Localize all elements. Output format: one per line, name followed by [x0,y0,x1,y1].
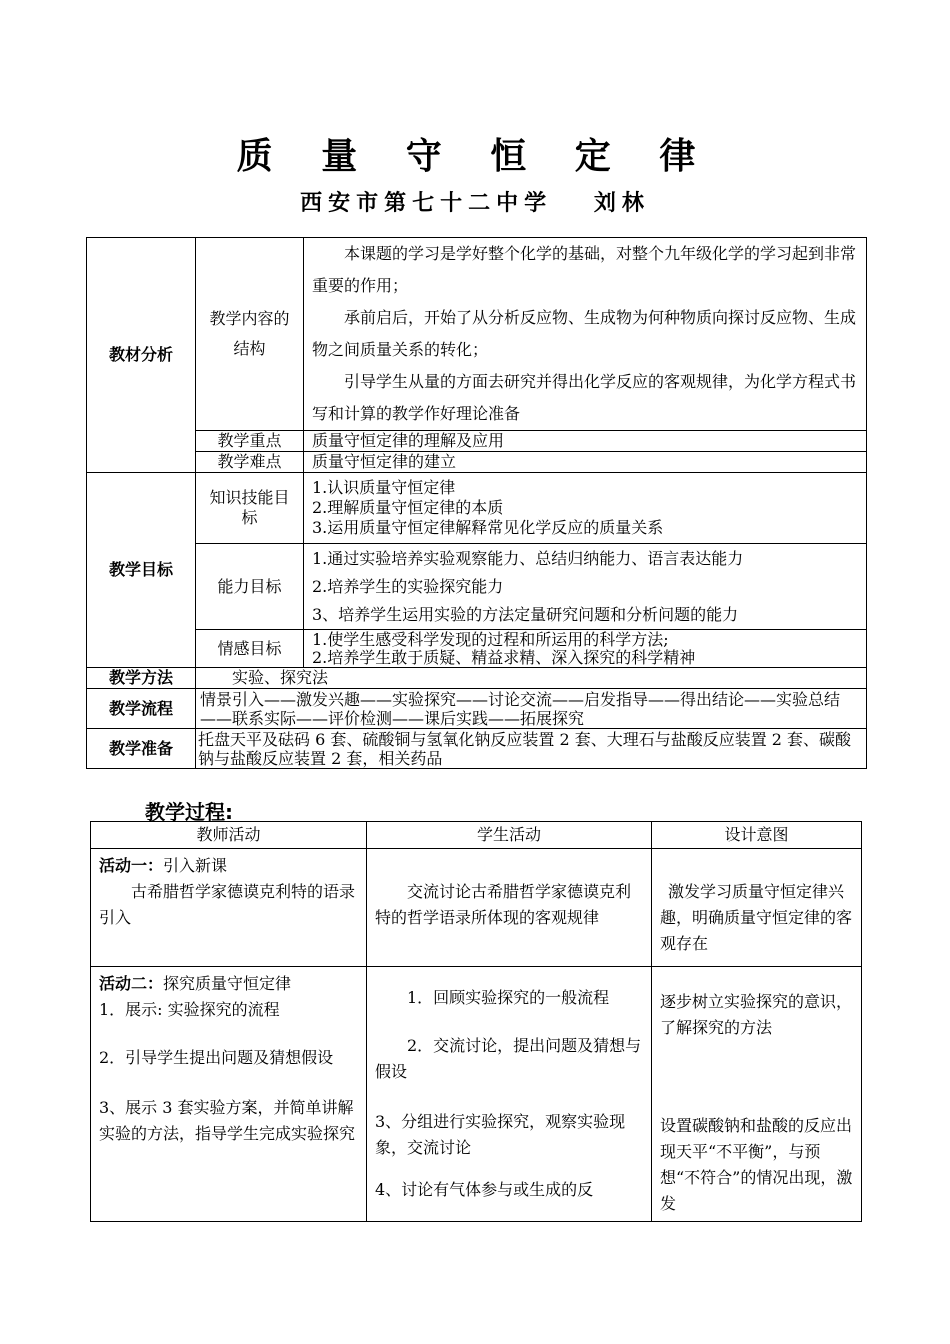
flow-text: 情景引入——激发兴趣——实验探究——讨论交流——启发指导——得出结论——实验总结——联系实际——评价检测——课后实践——拓展探究 [196,689,867,729]
header-intent: 设计意图 [652,822,862,849]
difficulty-label: 教学难点 [196,452,304,473]
ability-item: 2.培养学生的实验探究能力 [312,576,504,596]
prep-text: 托盘天平及砝码 6 套、硫酸铜与氢氧化钠反应装置 2 套、大理石与盐酸反应装置 2 套、碳酸钠与盐酸反应装置 2 套，相关药品 [196,729,867,769]
analysis-label: 教材分析 [87,238,196,473]
activity2-teacher [91,967,367,1222]
student-step: 4、讨论有气体参与或生成的反 [375,1180,594,1199]
activity2-student [367,967,652,1222]
teacher-step: 3、展示 3 套实验方案，并简单讲解实验的方法，指导学生完成实验探究 [99,1098,356,1143]
goals-label: 教学目标 [87,473,196,668]
page-title: 质 量 守 恒 定 律 [236,135,714,177]
structure-content [304,238,867,431]
emotion-item: 1.使学生感受科学发现的过程和所运用的科学方法; [312,629,669,649]
ability-item: 1.通过实验培养实验观察能力、总结归纳能力、语言表达能力 [312,548,744,568]
overview-table [86,237,867,769]
student-step: 3、分组进行实验探究，观察实验现象，交流讨论 [375,1112,626,1157]
teacher-step: 1．展示: 实验探究的流程 [99,1000,280,1019]
process-table [90,821,862,1222]
emotion-items [304,630,867,668]
activity1-intent-text: 激发学习质量守恒定律兴趣，明确质量守恒定律的客观存在 [660,882,853,953]
author-line: 西安市第七十二中学 刘林 [300,190,650,216]
method-text: 实验、探究法 [196,668,867,689]
activity1-teacher [91,849,367,967]
student-step: 1．回顾实验探究的一般流程 [407,988,610,1007]
structure-paragraph: 引导学生从量的方面去研究并得出化学反应的客观规律，为化学方程式书写和计算的教学作好理论准备 [312,372,857,423]
ability-items [304,544,867,630]
knowledge-label: 知识技能目标 [196,473,304,544]
teacher-step: 2．引导学生提出问题及猜想假设 [99,1048,334,1067]
key-label: 教学重点 [196,431,304,452]
student-step: 2．交流讨论，提出问题及猜想与假设 [375,1036,642,1081]
intent-item: 逐步树立实验探究的意识，了解探究的方法 [660,992,853,1037]
activity1-title: 活动一：引入新课 [99,856,228,875]
activity2-intent [652,967,862,1222]
ability-label: 能力目标 [196,544,304,630]
ability-item: 3、培养学生运用实验的方法定量研究问题和分析问题的能力 [312,604,739,624]
key-text: 质量守恒定律的理解及应用 [304,431,867,452]
emotion-label: 情感目标 [196,630,304,668]
structure-label: 教学内容的结构 [196,238,304,431]
structure-paragraph: 承前启后，开始了从分析反应物、生成物为何种物质向探讨反应物、生成物之间质量关系的转化； [312,308,857,359]
activity1-student [367,849,652,967]
prep-label: 教学准备 [87,729,196,769]
knowledge-items [304,473,867,544]
flow-label: 教学流程 [87,689,196,729]
activity2-title: 活动二：探究质量守恒定律 [99,974,292,993]
process-heading: 教学过程: [145,800,233,824]
method-label: 教学方法 [87,668,196,689]
difficulty-text: 质量守恒定律的建立 [304,452,867,473]
activity1-student-text: 交流讨论古希腊哲学家德谟克利特的哲学语录所体现的客观规律 [375,882,632,927]
activity1-intent [652,849,862,967]
knowledge-item: 3.运用质量守恒定律解释常见化学反应的质量关系 [312,518,664,537]
knowledge-item: 2.理解质量守恒定律的本质 [312,498,504,517]
knowledge-item: 1.认识质量守恒定律 [312,478,456,497]
intent-item: 设置碳酸钠和盐酸的反应出现天平“不平衡”，与预想“不符合”的情况出现，激发 [660,1116,853,1213]
emotion-item: 2.培养学生敢于质疑、精益求精、深入探究的科学精神 [312,647,696,667]
header-teacher: 教师活动 [91,822,367,849]
structure-paragraph: 本课题的学习是学好整个化学的基础，对整个九年级化学的学习起到非常重要的作用； [312,244,857,295]
header-student: 学生活动 [367,822,652,849]
activity1-teacher-text: 古希腊哲学家德谟克利特的语录引入 [99,882,356,927]
